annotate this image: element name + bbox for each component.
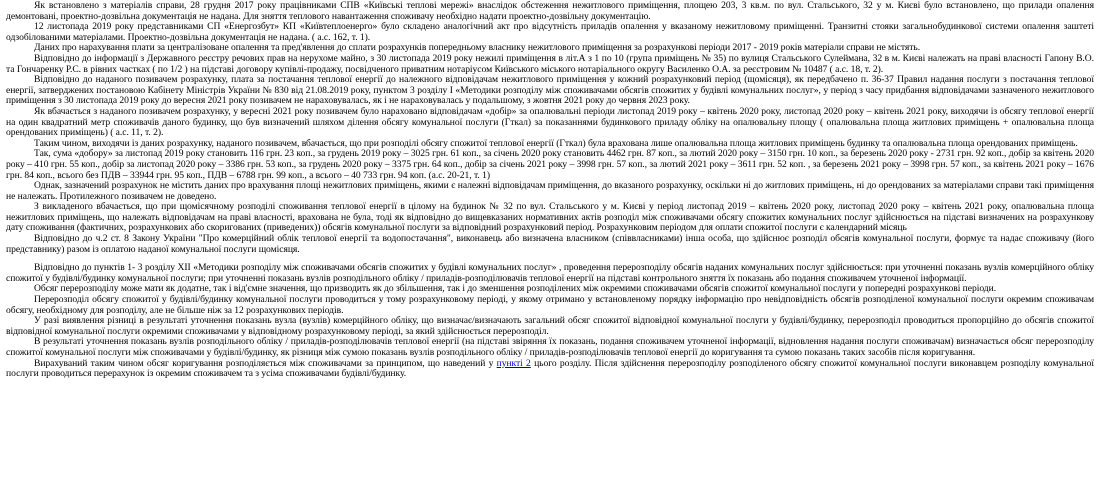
- paragraph-commercial-meter-diff: У разі виявлення різниці в результаті уточнення показань вузла (вузлів) комерційного обліку, що визначає/визначають загальний обсяг спожитої відповідної комунальної послуги у будівлі/будинку, перерозподіл проводиться пропорційно до обсягів спожитої відповідної комунальної послуги окремими споживачами у відповідному розрахунковому періоді, за який здійснюється перерозподіл.: [6, 315, 1094, 337]
- paragraph-distribution-summary: З викладеного вбачається, що при щомісячному розподілі споживання теплової енергії в цілому на будинок № 32 по вул. Стальського у м. Києві у період листопад 2019 – квітень 2020 року, листопад 2020 року – квітень 2021 року, опалювальна площа нежитлових приміщень, що належать відповідачам на праві власності, врахована не була, тоді як відповідно до вищевказаних нормативних актів розподіл між споживачами обсягу спожитих комунальних послуг здійснюється на підставі визначених на розрахункову дату споживання (фактичних, розрахункових або скоригованих (приведених)) обсягів комунальної послуги за відповідний розрахунковий період. Розрахунковим періодом для оплати спожитої послуги є календарний місяць: [6, 201, 1094, 234]
- paragraph-redistribution-sign: Обсяг перерозподілу може мати як додатне, так і від'ємне значення, що призводить як до збільшення, так і до зменшення розподілених між окремими споживачами обсягів спожитої комунальної послуги у попередні розрахункові періоди.: [34, 283, 997, 295]
- paragraph-law-reference: Відповідно до ч.2 ст. 8 Закону України "Про комерційний облік теплової енергії та водопостачання", виконавець або визначена власником (співвласниками) інша особа, що здійснює розподіл обсягів комунальної послуги, формує та надає споживачу (його представнику) разом із оплатою наданої комунальної послуги щомісяця.: [6, 233, 1094, 255]
- paragraph-ownership-registry: Відповідно до інформації з Державного реєстру речових прав на нерухоме майно, з 30 листопада 2019 року нежилі приміщення в літ.А з 1 по 10 (група приміщень № 35) по вулиця Стальського Сулеймана, 32 в м. Києві належать на праві власності Гапону В.О. та Гончаренку Р.С. в рівних частках ( по 1/2 ) на підставі договору купівлі-продажу, посвідченого приватним нотаріусом Київського міського нотаріального округу Василенко О.А. за реєстровим № 10487 ( а.с. 18, т. 2).: [6, 52, 1094, 75]
- correction-text-start: Вирахуваний таким чином обсяг коригування розподіляється між споживачами за принципом, що наведений у: [34, 357, 497, 369]
- paragraph-missing-data: Однак, зазначений розрахунок не містить даних про врахування площі нежитлових приміщень, якими є належні відповідачам приміщення, до вказаного розрахунку, оскільки ні до житлових приміщень, ні до орендованих за матеріалами справи такі приміщення не належать. Протилежного позивачем не доведено.: [6, 180, 1094, 202]
- paragraph-methodology-xii: Відповідно до пунктів 1- 3 розділу ХІІ «Методики розподілу між споживачами обсягів спожитих у будівлі комунальних послуг» , проведення перерозподілу обсягів наданих комунальних послуг здійснюється: при уточненні показань вузлів комерційного обліку спожитої у будівлі/будинку комунальної послуги; при уточненні показань вузлів розподільного обліку / приладів-розподілювачів теплової енергії на підставі контрольного зняття їх показань або подання споживачем уточненої інформації.: [6, 262, 1094, 284]
- paragraph-dobir-charge: Як вбачається з наданого позивачем розрахунку, у вересні 2021 року позивачем було нараховано відповідачам «добір» за опалювальні періоди листопад 2019 року – квітень 2020 року, листопад 2020 року – квітень 2021 року, виходячи із обсягу теплової енергії на один квадратний метр споживачів даного будинку, що був визначений шляхом ділення обсягу комунальної послуги (Гткал) за показаннями будинкового приладу обліку на опалювальну площу ( опалювальна площа житлових приміщень + опалювальна площа орендованих приміщень) ( а.с. 11, т. 2).: [6, 105, 1094, 139]
- correction-text-end: цього розділу. Після здійснення перерозподілу розподіленого обсягу спожитої комунальної послуги виконавцем розподілу комунальної послуги проводиться перерахунок із окремим споживачем та з усіма споживачами будівлі/будинку.: [6, 357, 1094, 380]
- paragraph-dobir-amounts: Так, сума «добору» за листопад 2019 року становить 116 грн. 23 коп., за грудень 2019 року – 3025 грн. 61 коп., за січень 2020 року становить 4462 грн. 87 коп., за лютий 2020 року – 3150 грн. 10 коп., за березень 2020 року - 2731 грн. 92 коп., добір за квітень 2020 року – 410 грн. 55 коп., добір за листопад 2020 року – 3386 грн. 53 коп., за грудень 2020 року – 3375 грн. 64 коп., добір за січень 2021 року – 3998 грн. 57 коп., за лютий 2021 року – 3611 грн. 52 коп. , за березень 2021 року – 3998 грн. 57 коп., за квітень 2021 року – 1676 грн. 84 коп., всього без ПДВ – 33944 грн. 95 коп., ПДВ – 6788 грн. 99 коп., а всього – 40 733 грн. 94 коп. (а.с. 20-21, т. 1): [6, 148, 1094, 181]
- paragraph-conclusion-area: Таким чином, виходячи із даних розрахунку, наданого позивачем, вбачається, що при розподілі обсягу спожитої теплової енергії (Гткал) була врахована лише опалювальна площа житлових приміщень будинку та опалювальна площа орендованих приміщень.: [34, 137, 1078, 149]
- paragraph-redistribution-period: Перерозподіл обсягу спожитої у будівлі/будинку комунальної послуги проводиться у тому розрахунковому періоді, у якому отримано у встановленому порядку інформацію про невідповідність обсягів розподіленої комунальної послуги окремим споживачам обсягу, необхідному для розподілу, але не більше ніж за 12 розрахункових періодів.: [6, 294, 1094, 316]
- paragraph-inspection-2017: Як встановлено з матеріалів справи, 28 грудня 2017 року працівниками СПВ «Київські теплові мережі» внаслідок обстеження нежитлового приміщення, площею 203, 3 кв.м. по вул. Стальського, 32 у м. Києві було встановлено, що прилади опалення демонтовані, проектно-дозвільна документація не надана. Для зняття теплового навантаження споживачу необхідно надати проектно-дозвільну документацію.: [6, 0, 1094, 22]
- paragraph-no-charges: Даних про нарахування плати за централізоване опалення та пред'явлення до сплати розрахунків попередньому власнику нежитлового приміщення за розрахункові періоди 2017 - 2019 років матеріали справи не містять.: [34, 42, 921, 54]
- paragraph-distribution-meter-diff: В результаті уточнення показань вузлів розподільного обліку / приладів-розподілювачів теплової енергії (на підставі звіряння їх показань, подання споживачем уточненої інформації, відновлення надання послуги споживачам) визначається обсяг перерозподілу спожитої комунальної послуги між споживачами у будівлі/будинку, як різниця між сумою показань вузлів розподільного обліку / приладів-розподілювачів теплової енергії до коригування та сумою показань таких засобів після коригування.: [6, 336, 1094, 358]
- paragraph-correction-volume: [6, 359, 1094, 380]
- paragraph-calculation: Відповідно до наданого позивачем розрахунку, плата за постачання теплової енергії до належного відповідачам нежитлового приміщення у кожний розрахунковий період (щомісяця), як передбачено п. 36-37 Правил надання послуги з постачання теплової енергії, затверджених постановою Кабінету Міністрів України № 830 від 21.08.2019 року, пунктом 3 розділу І «Методики розподілу між споживачами обсягів спожитих у будівлі комунальних послуг», у період з часу придбання відповідачами зазначеного нежитлового приміщення з 30 листопада 2019 року до вересня 2021 року позивачем не нараховувалась, як і не нараховувалась у подальшому, з жовтня 2021 року до червня 2023 року.: [6, 74, 1094, 107]
- link-point-2[interactable]: пункті 2: [496, 357, 531, 369]
- paragraph-act-2019: 12 листопада 2019 року представниками СП «Енергозбут» КП «Київтеплоенерго» було складено аналогічний акт про відсутність приладів опалення у вказаному нежитловому приміщенні. Транзитні стояки загальнобудинкової системи опалення заштеті одзобілованими матеріалами. Проектно-дозвільна документація не надана. ( а.с. 162, т. 1).: [6, 21, 1094, 43]
